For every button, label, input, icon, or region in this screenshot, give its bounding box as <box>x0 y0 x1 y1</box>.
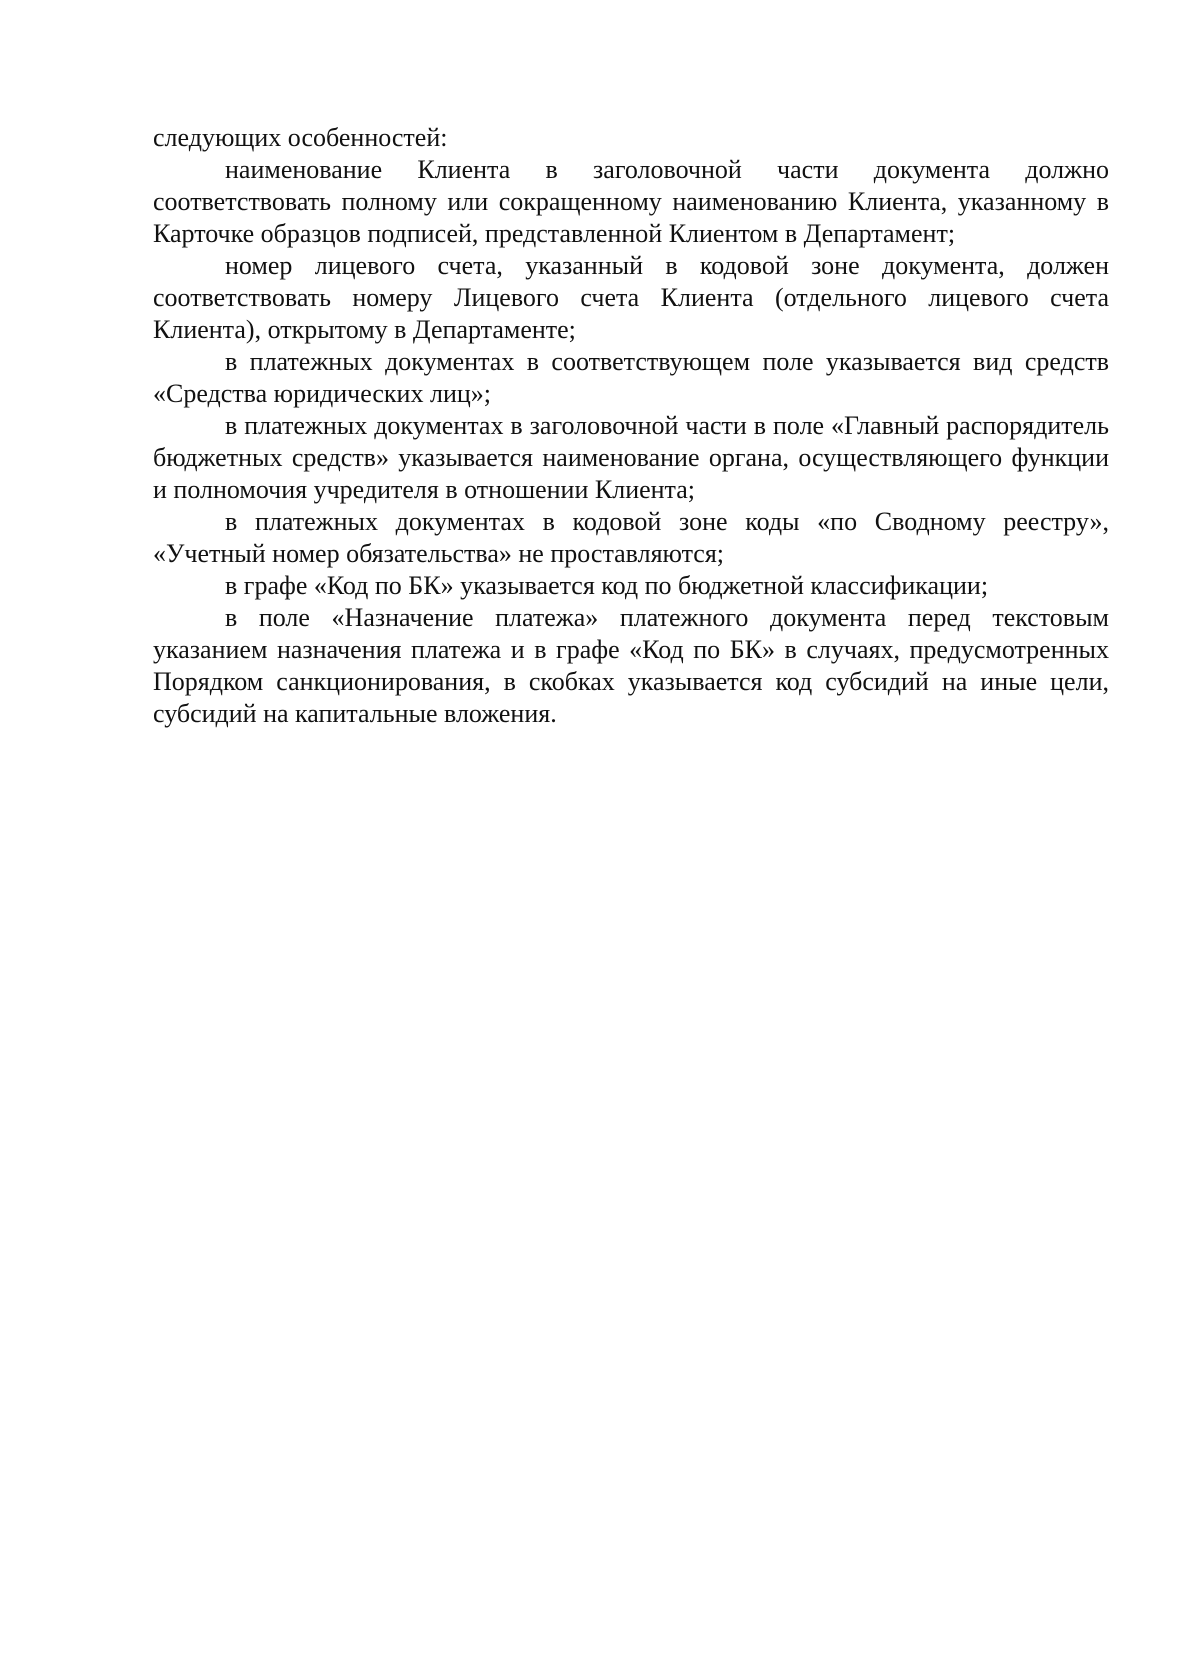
document-body <box>153 122 1109 730</box>
paragraph-client-name: наименование Клиента в заголовочной части документа должно соответствовать полному или сокращенному наименованию Клиента, указанному в Карточке образцов подписей, представленной Клиентом в Департамент; <box>153 155 1109 248</box>
paragraph-account-number: номер лицевого счета, указанный в кодовой зоне документа, должен соответствовать номеру Лицевого счета Клиента (отдельного лицевого счета Клиента), открытому в Департаменте; <box>153 251 1109 344</box>
paragraph-continuation: следующих особенностей: <box>153 123 448 152</box>
paragraph-code-zone: в платежных документах в кодовой зоне коды «по Сводному реестру», «Учетный номер обязательства» не проставляются; <box>153 507 1109 568</box>
paragraph-funds-type: в платежных документах в соответствующем поле указывается вид средств «Средства юридических лиц»; <box>153 347 1109 408</box>
paragraph-payment-purpose: в поле «Назначение платежа» платежного документа перед текстовым указанием назначения платежа и в графе «Код по БК» в случаях, предусмотренных Порядком санкционирования, в скобках указывается код субсидий на иные цели, субсидий на капитальные вложения. <box>153 603 1109 728</box>
paragraph-main-manager: в платежных документах в заголовочной части в поле «Главный распорядитель бюджетных средств» указывается наименование органа, осуществляющего функции и полномочия учредителя в отношении Клиента; <box>153 411 1109 504</box>
paragraph-bk-code: в графе «Код по БК» указывается код по бюджетной классификации; <box>225 571 989 600</box>
